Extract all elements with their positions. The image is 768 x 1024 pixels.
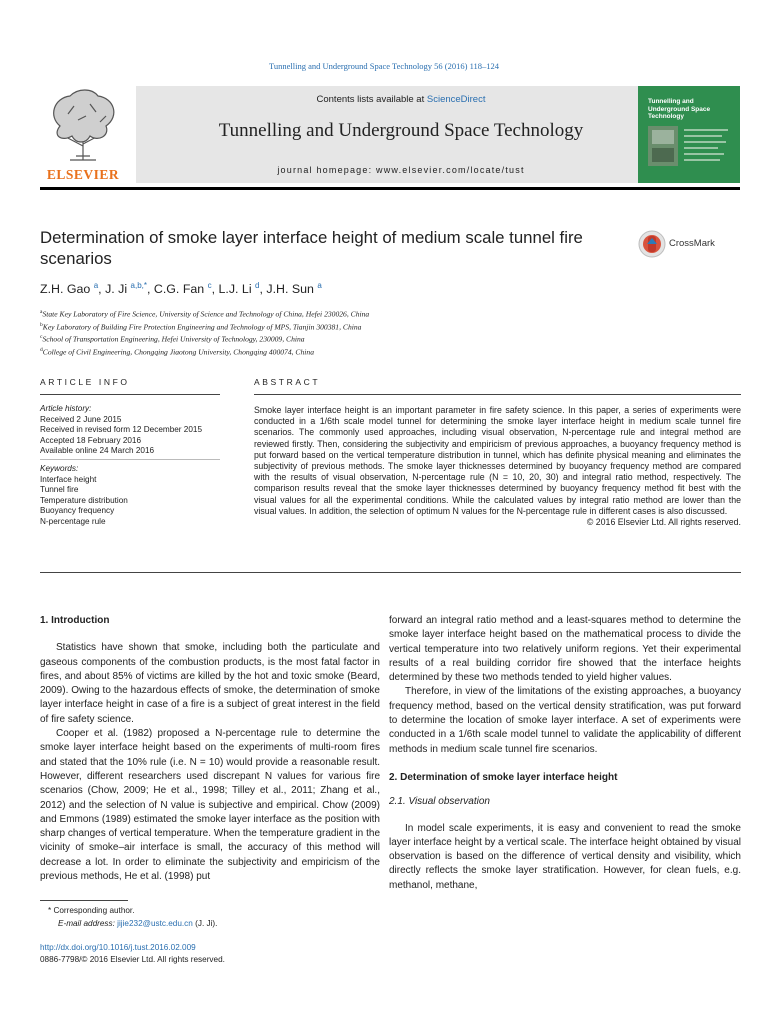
article-title: Determination of smoke layer interface height of medium scale tunnel fire scenarios — [40, 228, 583, 268]
body-left-column — [40, 614, 380, 884]
keyword: Buoyancy frequency — [40, 506, 115, 516]
journal-cover-thumbnail[interactable] — [638, 86, 740, 183]
abstract-rule — [254, 394, 741, 395]
paragraph: forward an integral ratio method and a least-squares method to determine the smoke layer interface height based on the mathematical process to divide the vertical temperature into two relatively uniform regions. Yet their experimental results of a real building corridor fire showed that the interface heights determined by these two methods tended to yield higher values. — [389, 615, 741, 684]
history-label: Article history: — [40, 404, 92, 413]
cover-title: Tunnelling and Underground Space Technology — [648, 98, 711, 120]
masthead-rule — [40, 187, 740, 190]
affiliation-list — [40, 307, 740, 357]
crossmark-label: CrossMark — [669, 238, 715, 249]
crossmark-badge[interactable] — [638, 230, 748, 258]
email-link[interactable]: jijie232@ustc.edu.cn — [117, 918, 193, 928]
paragraph: Statistics have shown that smoke, including both the particulate and gaseous components of the combustion products, is the most fatal factor in fires, and about 85% of victims are killed by the hot and toxic smoke (Beard, 2009). Owing to the hazardous effects of smoke, the determination of smoke layer interface height in case of a fire is a subject of great interest in the field of fire safety science. — [40, 642, 380, 725]
contents-prefix: Contents lists available at — [316, 94, 427, 105]
keyword: N-percentage rule — [40, 516, 106, 526]
article-info-heading: ARTICLE INFO — [40, 377, 130, 387]
elsevier-wordmark: ELSEVIER — [46, 167, 120, 182]
paragraph: Therefore, in view of the limitations of the existing approaches, a buoyancy frequency method, based on the vertical density stratification, was put forward to determine the location of smoke layer interface. A set of experiments were conducted in a 1/6th scale model tunnel to validate the applicability of different methods in medium scale tunnel fire scenarios. — [389, 686, 741, 755]
author[interactable]: C.G. Fan $^c$ — [153, 281, 212, 297]
author[interactable]: J. Ji $^{a,b,*}$ — [105, 281, 148, 297]
affiliation: $^b$Key Laboratory of Building Fire Protection Engineering and Technology of MPS, Tianjin 300381, China — [40, 321, 362, 332]
corresponding-author-note: * Corresponding author. — [48, 906, 135, 915]
keywords — [40, 464, 220, 528]
body-right-column — [389, 614, 741, 893]
info-divider — [40, 459, 220, 460]
keywords-label: Keywords: — [40, 464, 79, 473]
author[interactable]: Z.H. Gao $^a$ — [40, 281, 99, 297]
article-history — [40, 404, 220, 457]
article-info-rule — [40, 394, 220, 395]
abstract-text: Smoke layer interface height is an important parameter in fire safety science. In this paper, a series of experiments were conducted in a 1/6th scale model tunnel for determining the smoke layer interface height in medium scale tunnel fire scenarios. The commonly used approaches, including visual observation, N-percentage rule and integral method are reviewed firstly. Then, considering the subjectivity and empiricism of previous approaches, a buoyancy frequency method is put forward based on the vertical temperature distribution in tunnel, which has definite physical meaning and eliminates the subjectivity of previous methods. The smoke layer thicknesses determined by buoyancy frequency method are compared with the results of visual observation, N-percentage rule (N = 10, 20, 30) and integral ratio method, respectively. The comparison results reveal that the smoke layer thicknesses determined by buoyancy frequency method fit best with the visual values for all the experimental conditions. While the calculated values by integral ratio method are lower than the visual values. In addition, the selection of optimum N values for the N-percentage rule in different cases is also discussed. — [254, 405, 741, 516]
keyword: Temperature distribution — [40, 495, 128, 505]
cover-image-icon — [648, 126, 732, 176]
journal-homepage[interactable]: journal homepage: www.elsevier.com/locate/tust — [277, 165, 525, 175]
abstract-heading: ABSTRACT — [254, 377, 321, 387]
history-item: Received in revised form 12 December 2015 — [40, 425, 203, 435]
keyword: Tunnel fire — [40, 485, 79, 495]
footnote-rule — [40, 900, 128, 901]
elsevier-logo[interactable] — [40, 86, 126, 183]
paragraph: Cooper et al. (1982) proposed a N-percentage rule to determine the smoke layer interface height based on the experiments of multi-room fires and stated that the 10% rule (i.e. N = 10) would provide a reasonable result. However, different researchers used discrepant N values for various fire scenarios (Chow, 2009; He et al., 1998; Tilley et al., 2011; Zhang et al., 2012) and the selection of N value is subjective and empirical. Chow (2009) and Emmons (1989) estimated the smoke layer interface as the position with sharp changes of vertical temperature. When the temperature gradient in the vicinity of smoke–air interface is small, the accuracy of this method will decrease a lot. In order to eliminate the subjectivity and empiricism of the previous methods, He et al. (1998) put — [40, 728, 380, 883]
affiliation: $^d$College of Civil Engineering, Chongqing Jiaotong University, Chongqing 400074, China — [40, 346, 315, 357]
elsevier-tree-icon — [40, 86, 126, 164]
journal-citation[interactable]: Tunnelling and Underground Space Technology 56 (2016) 118–124 — [268, 61, 500, 71]
author-list: Z.H. Gao $^a$, J. Ji $^{a,b,*}$, C.G. Fan $^c$, L.J. Li $^d$, J.H. Sun $^a$ — [40, 281, 322, 297]
journal-title: Tunnelling and Underground Space Technology — [218, 120, 584, 141]
affiliation: $^c$School of Transportation Engineering, Hefei University of Technology, 230009, China — [40, 334, 305, 344]
affiliation: $^a$State Key Laboratory of Fire Science, University of Science and Technology of China, Hefei 230026, China — [40, 309, 370, 319]
masthead — [40, 86, 740, 183]
section-heading: 2. Determination of smoke layer interface height — [389, 771, 618, 783]
sciencedirect-link[interactable]: ScienceDirect — [426, 94, 486, 105]
email-line: E-mail address: jijie232@ustc.edu.cn (J. Ji). — [58, 918, 218, 928]
contents-line — [136, 94, 666, 105]
issn-line: 0886-7798/© 2016 Elsevier Ltd. All rights reserved. — [40, 955, 225, 964]
author[interactable]: L.J. Li $^d$ — [218, 281, 260, 297]
author[interactable]: J.H. Sun $^a$ — [266, 281, 322, 297]
section-heading: 1. Introduction — [40, 615, 110, 626]
footnote — [40, 905, 380, 930]
abstract-body — [254, 405, 741, 528]
abstract-copyright: © 2016 Elsevier Ltd. All rights reserved. — [586, 517, 741, 528]
paragraph: In model scale experiments, it is easy and convenient to read the smoke layer interface height by a vertical scale. The interface height obtained by visual observation is based on the difference of vertical density and visibility, which directly reflects the smoke layer stratification. However, for clean fuels, e.g. methanol, methane, — [389, 822, 741, 891]
doi-block — [40, 942, 400, 966]
history-item: Received 2 June 2015 — [40, 414, 122, 424]
history-item: Available online 24 March 2016 — [40, 446, 155, 456]
abstract-bottom-rule — [40, 572, 741, 573]
crossmark-icon — [638, 230, 666, 258]
keyword: Interface height — [40, 474, 97, 484]
subsection-heading: 2.1. Visual observation — [389, 796, 490, 808]
history-item: Accepted 18 February 2016 — [40, 435, 142, 445]
doi-link[interactable]: http://dx.doi.org/10.1016/j.tust.2016.02.009 — [40, 943, 196, 952]
